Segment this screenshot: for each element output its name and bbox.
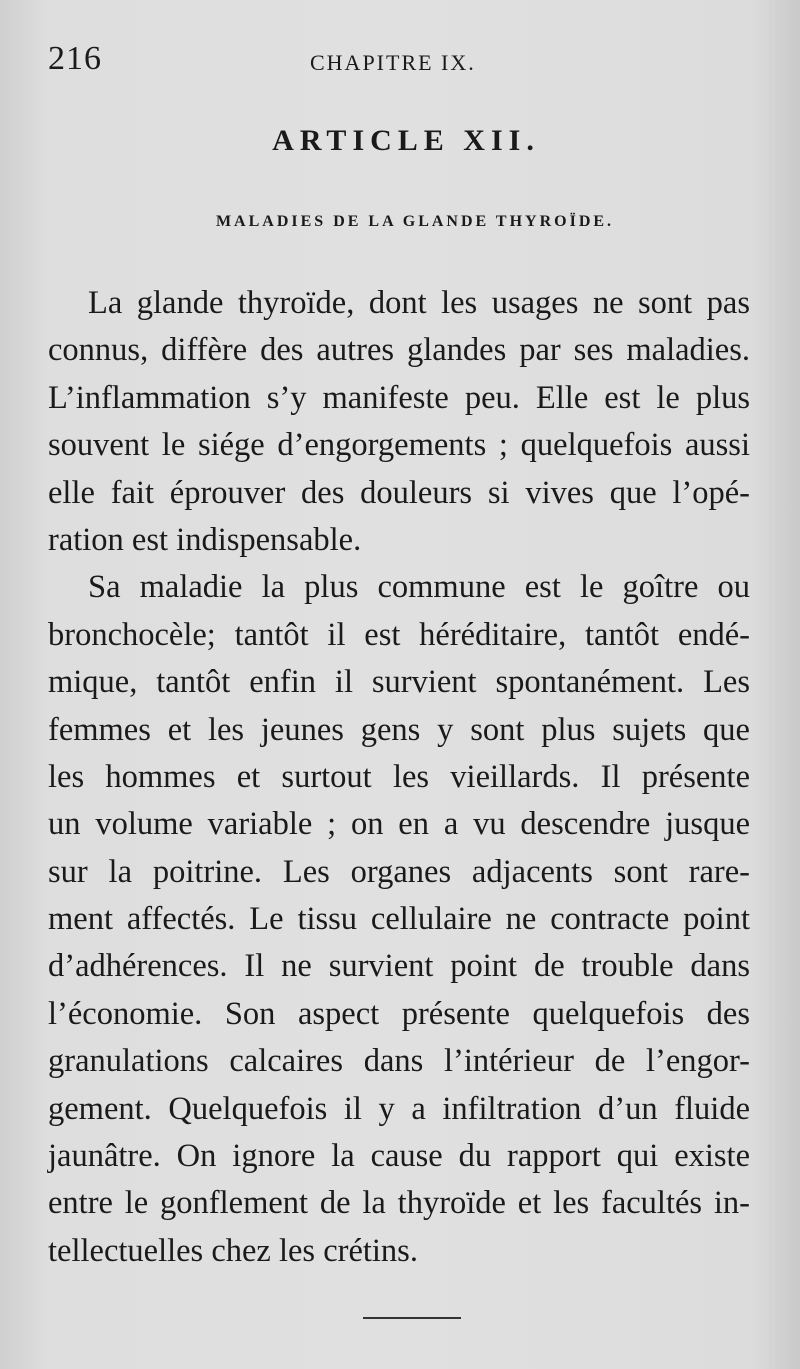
- text-line: entre le gonflement de la thyroïde et les facultés in-: [48, 1185, 750, 1222]
- text-line: ration est indispensable.: [48, 521, 362, 558]
- text-line: femmes et les jeunes gens y sont plus sujets que: [48, 711, 750, 748]
- text-line: souvent le siége d’engorgements ; quelquefois aussi: [48, 427, 750, 464]
- body-text: [48, 280, 750, 1275]
- text-line: ment affectés. Le tissu cellulaire ne contracte point: [48, 901, 750, 938]
- text-line: jaunâtre. On ignore la cause du rapport qui existe: [48, 1138, 750, 1175]
- text-line: bronchocèle; tantôt il est héréditaire, tantôt endé-: [48, 616, 750, 653]
- text-line: les hommes et surtout les vieillards. Il présente: [48, 758, 750, 795]
- page-header: [48, 40, 748, 80]
- text-line: Sa maladie la plus commune est le goître ou: [88, 569, 750, 606]
- text-line: mique, tantôt enfin il survient spontanément. Les: [48, 664, 750, 701]
- text-line: sur la poitrine. Les organes adjacents sont rare-: [48, 853, 750, 890]
- text-line: un volume variable ; on en a vu descendre jusque: [48, 806, 750, 843]
- section-end-rule: [363, 1317, 461, 1319]
- article-title: ARTICLE XII.: [272, 124, 540, 157]
- text-line: elle fait éprouver des douleurs si vives que l’opé-: [48, 474, 750, 511]
- paragraph-2: [48, 564, 750, 1275]
- page-number: 216: [48, 40, 102, 77]
- text-line: d’adhérences. Il ne survient point de trouble dans: [48, 948, 750, 985]
- text-line: La glande thyroïde, dont les usages ne sont pas: [88, 285, 750, 321]
- text-line: gement. Quelquefois il y a infiltration d’un fluide: [48, 1090, 750, 1127]
- section-title: MALADIES DE LA GLANDE THYROÏDE.: [215, 213, 615, 230]
- text-line: connus, diffère des autres glandes par ses maladies.: [48, 332, 750, 369]
- text-line: l’économie. Son aspect présente quelquefois des: [48, 995, 750, 1032]
- running-head: CHAPITRE IX.: [310, 50, 476, 75]
- text-line: granulations calcaires dans l’intérieur de l’engor-: [48, 1043, 750, 1080]
- paragraph-1: [48, 280, 750, 564]
- text-line: tellectuelles chez les crétins.: [48, 1232, 418, 1269]
- text-line: L’inflammation s’y manifeste peu. Elle est le plus: [48, 379, 750, 416]
